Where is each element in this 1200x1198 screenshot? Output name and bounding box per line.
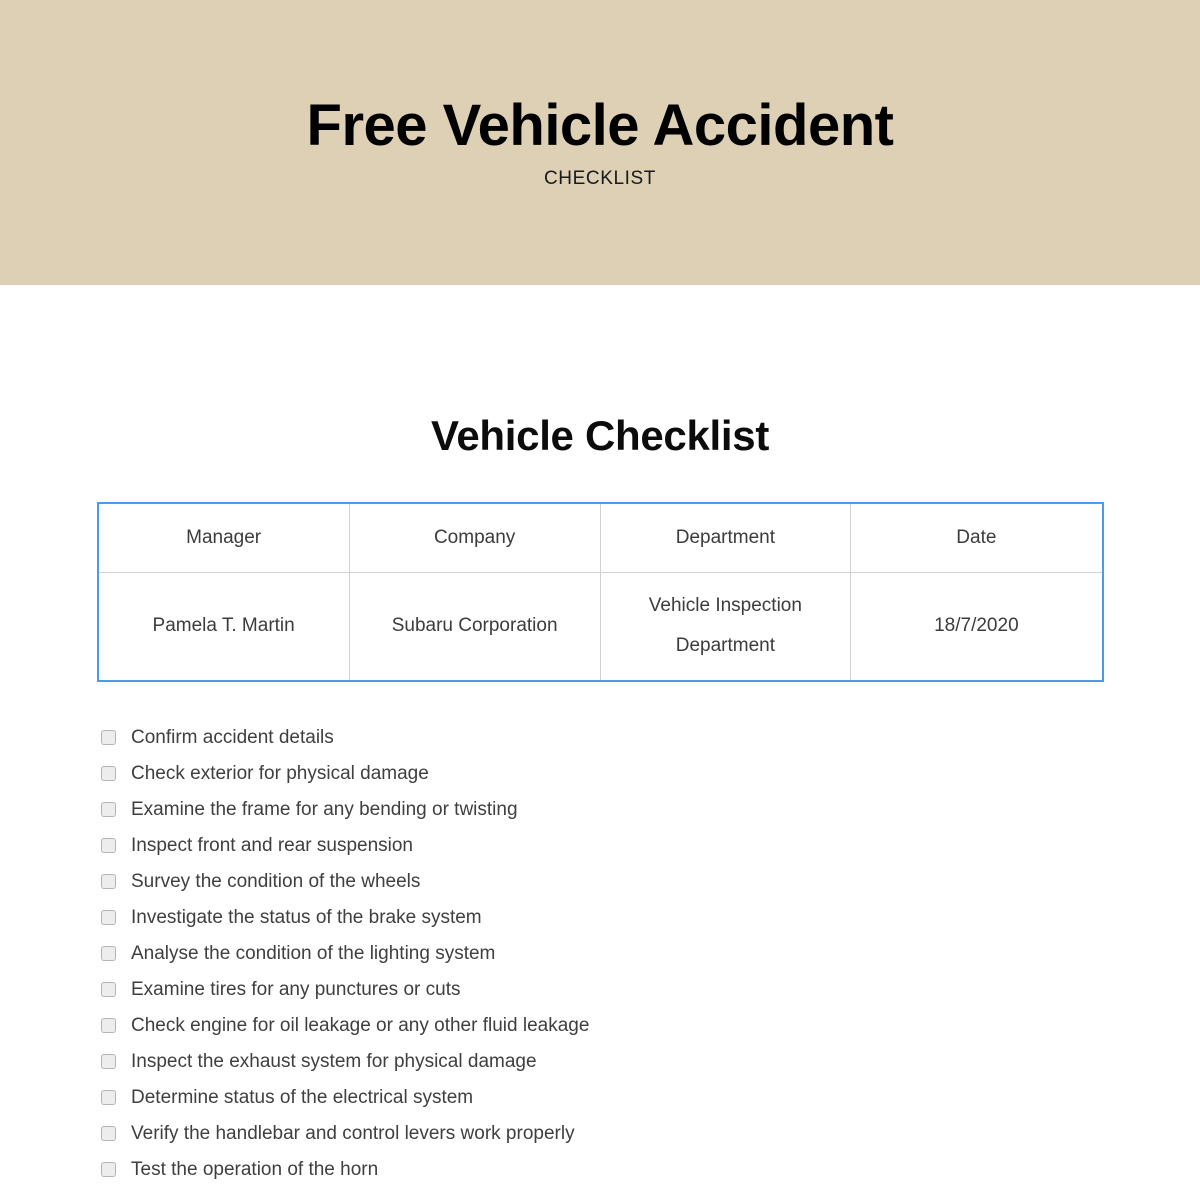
checklist-item[interactable] [101,936,1200,972]
column-header-company: Company [349,504,600,572]
checkbox-icon[interactable] [101,910,116,925]
cell-date: 18/7/2020 [934,615,1019,637]
checkbox-icon[interactable] [101,1126,116,1141]
checkbox-icon[interactable] [101,1054,116,1069]
table-header-row [99,504,1102,572]
table-row [99,572,1102,680]
checklist-item-label: Confirm accident details [131,727,334,748]
checklist-item[interactable] [101,756,1200,792]
cell-company: Subaru Corporation [349,572,600,680]
checklist-item[interactable] [101,828,1200,864]
checklist-item[interactable] [101,1116,1200,1152]
checklist-item-label: Check engine for oil leakage or any other fluid leakage [131,1015,590,1036]
info-table-body [99,572,1102,680]
checkbox-icon[interactable] [101,838,116,853]
info-table-container [97,502,1104,682]
info-table-head [99,504,1102,572]
checklist-item-label: Check exterior for physical damage [131,763,429,784]
checklist-item-label: Verify the handlebar and control levers work properly [131,1123,575,1144]
checkbox-icon[interactable] [101,1090,116,1105]
cell-department: Vehicle Inspection Department [600,572,851,680]
page-subtitle: CHECKLIST [543,168,657,189]
checkbox-icon[interactable] [101,982,116,997]
checkbox-icon[interactable] [101,1018,116,1033]
checklist-item[interactable] [101,900,1200,936]
checkbox-icon[interactable] [101,766,116,781]
checklist-item[interactable] [101,720,1200,756]
checklist-item[interactable] [101,1044,1200,1080]
page-title: Free Vehicle Accident [306,93,894,158]
info-table [99,504,1102,680]
checklist-item[interactable] [101,792,1200,828]
checklist-item-label: Survey the condition of the wheels [131,871,421,892]
checklist-item-label: Test the operation of the horn [131,1159,379,1180]
checkbox-icon[interactable] [101,1162,116,1177]
checkbox-icon[interactable] [101,874,116,889]
checklist-item-label: Determine status of the electrical system [131,1087,474,1108]
checklist-item-label: Inspect front and rear suspension [131,835,414,856]
checklist-item[interactable] [101,1152,1200,1188]
column-header-date: Date [851,504,1102,572]
document-body [0,285,1200,1188]
checklist-item[interactable] [101,864,1200,900]
header-banner [0,0,1200,285]
column-header-department: Department [600,504,851,572]
checkbox-icon[interactable] [101,946,116,961]
checklist-item-label: Inspect the exhaust system for physical damage [131,1051,537,1072]
checklist-item-label: Investigate the status of the brake system [131,907,482,928]
checklist-item-label: Examine the frame for any bending or twisting [131,799,518,820]
column-header-manager: Manager [99,504,350,572]
checklist-item[interactable] [101,1080,1200,1116]
checklist-item[interactable] [101,1008,1200,1044]
checklist-item-label: Examine tires for any punctures or cuts [131,979,461,1000]
cell-manager: Pamela T. Martin [99,572,350,680]
checkbox-icon[interactable] [101,730,116,745]
checklist-item-label: Analyse the condition of the lighting system [131,943,496,964]
checklist-item[interactable] [101,972,1200,1008]
checkbox-icon[interactable] [101,802,116,817]
section-title: Vehicle Checklist [430,412,770,459]
checklist [0,720,1200,1188]
